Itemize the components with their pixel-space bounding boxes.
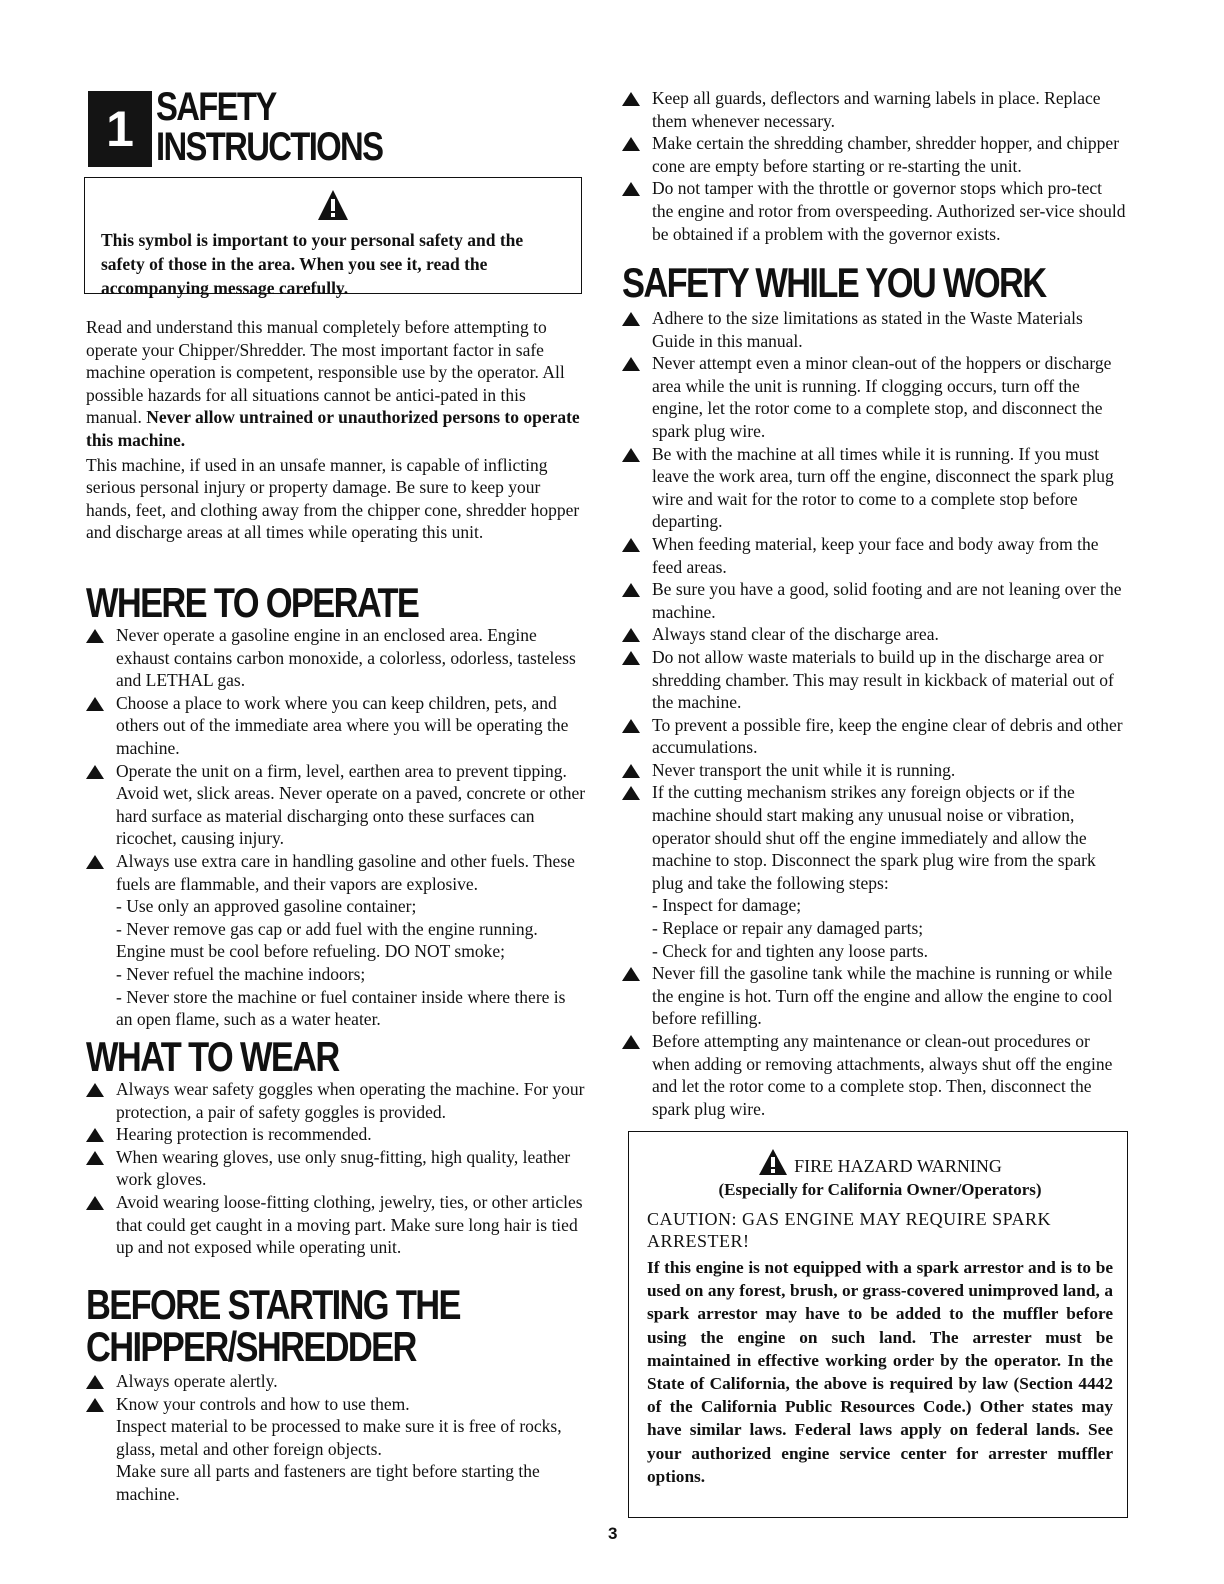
- list-item: Always operate alertly.: [86, 1370, 586, 1393]
- list-item: Make sure all parts and fasteners are tight before starting the machine.: [116, 1461, 540, 1504]
- bullet-triangle-icon: [622, 448, 640, 462]
- sub-item: - Never refuel the machine indoors;: [116, 963, 366, 984]
- list-item: Be sure you have a good, solid footing and are not leaning over the machine.: [622, 578, 1126, 623]
- sub-item: - Never store the machine or fuel container inside where there is an open flame, such as a water heater.: [116, 986, 566, 1030]
- bullet-triangle-icon: [86, 697, 104, 711]
- bullet-triangle-icon: [622, 137, 640, 151]
- sub-item: - Never remove gas cap or add fuel with the engine running. Engine must be cool before refueling. DO NOT smoke;: [116, 918, 538, 962]
- where-to-operate-heading: WHERE TO OPERATE: [86, 579, 419, 626]
- list-item: Operate the unit on a firm, level, earthen area to prevent tipping. Avoid wet, slick areas. Never operate on a paved, concrete or other hard surface as material discharging onto these surfaces can ricochet, causing injury.: [86, 760, 586, 850]
- sub-item: - Use only an approved gasoline container;: [116, 896, 417, 917]
- what-to-wear-heading: WHAT TO WEAR: [86, 1033, 339, 1080]
- safety-while-you-work-heading: SAFETY WHILE YOU WORK: [622, 259, 1046, 306]
- sub-item: - Replace or repair any damaged parts;: [652, 918, 924, 939]
- bullet-triangle-icon: [86, 629, 104, 643]
- list-item: Hearing protection is recommended.: [86, 1123, 586, 1146]
- bullet-triangle-icon: [622, 967, 640, 981]
- sub-item: - Check for and tighten any loose parts.: [652, 940, 929, 961]
- safety-while-you-work-list: [622, 307, 1126, 1120]
- bullet-triangle-icon: [622, 583, 640, 597]
- list-item: Do not tamper with the throttle or governor stops which pro-tect the engine and rotor from overspeeding. Authorized ser-vice should be obtained if a problem with the governor exists.: [622, 177, 1126, 245]
- bullet-triangle-icon: [622, 92, 640, 106]
- list-item: Always wear safety goggles when operating the machine. For your protection, a pair of safety goggles is provided.: [86, 1078, 586, 1123]
- spark-arrester-caution: CAUTION: GAS ENGINE MAY REQUIRE SPARK ARRESTER!: [647, 1209, 1052, 1251]
- chapter-title: SAFETY INSTRUCTIONS: [156, 85, 383, 169]
- guards-list: [622, 87, 1126, 245]
- chapter-number: 1: [88, 91, 152, 167]
- bullet-triangle-icon: [622, 182, 640, 196]
- list-item: Never transport the unit while it is running.: [622, 759, 1126, 782]
- list-item: To prevent a possible fire, keep the engine clear of debris and other accumulations.: [622, 714, 1126, 759]
- list-item: Be with the machine at all times while it is running. If you must leave the work area, turn off the engine, disconnect the spark plug wire and wait for the rotor to come to a complete stop before departing.: [622, 443, 1126, 533]
- before-starting-heading: BEFORE STARTING THE CHIPPER/SHREDDER: [86, 1281, 460, 1370]
- bullet-triangle-icon: [86, 1128, 104, 1142]
- list-item: Keep all guards, deflectors and warning labels in place. Replace them whenever necessary.: [622, 87, 1126, 132]
- fire-hazard-warning-box: [628, 1131, 1128, 1518]
- list-item: Always use extra care in handling gasoline and other fuels. These fuels are flammable, and their vapors are explosive. - Use only an approved gasoline container; - Never remove gas cap or add fuel with the engine running. Engine must be cool before refueling. DO NOT smoke; - Never refuel the machine indoors; - Never store the machine or fuel container inside where there is an open flame, such as a water heater.: [86, 850, 586, 1031]
- list-item: When feeding material, keep your face and body away from the feed areas.: [622, 533, 1126, 578]
- bullet-triangle-icon: [622, 651, 640, 665]
- fire-hazard-subheading: (Especially for California Owner/Operators): [718, 1180, 1042, 1199]
- list-item: Never attempt even a minor clean-out of the hoppers or discharge area while the unit is running. If clogging occurs, turn off the engine, let the rotor come to a complete stop, and disconnect the spark plug wire.: [622, 352, 1126, 442]
- list-item: Always stand clear of the discharge area.: [622, 623, 1126, 646]
- list-item: Never fill the gasoline tank while the machine is running or while the engine is hot. Turn off the engine and allow the engine to cool before refilling.: [622, 962, 1126, 1030]
- fire-hazard-heading: FIRE HAZARD WARNING: [647, 1148, 1113, 1178]
- bullet-triangle-icon: [86, 1398, 104, 1412]
- bullet-triangle-icon: [86, 1196, 104, 1210]
- bullet-triangle-icon: [86, 1375, 104, 1389]
- list-item: Make certain the shredding chamber, shredder hopper, and chipper cone are empty before starting or re-starting the unit.: [622, 132, 1126, 177]
- bullet-triangle-icon: [86, 855, 104, 869]
- page-number: 3: [608, 1524, 618, 1543]
- warning-triangle-icon: [758, 1148, 788, 1176]
- bullet-triangle-icon: [622, 764, 640, 778]
- symbol-explanation-text: This symbol is important to your personal safety and the safety of those in the area. When you see it, read the accompanying message carefully.: [101, 230, 524, 298]
- chapter-heading: [88, 87, 432, 167]
- list-item: Adhere to the size limitations as stated in the Waste Materials Guide in this manual.: [622, 307, 1126, 352]
- list-item: Inspect material to be processed to make sure it is free of rocks, glass, metal and other foreign objects.: [116, 1416, 562, 1459]
- symbol-explanation-box: [84, 177, 582, 298]
- bullet-triangle-icon: [622, 312, 640, 326]
- list-item: Choose a place to work where you can keep children, pets, and others out of the immediate area where you will be operating the machine.: [86, 692, 586, 760]
- list-item: Avoid wearing loose-fitting clothing, jewelry, ties, or other articles that could get caught in a moving part. Make sure long hair is tied up and not exposed while operating unit.: [86, 1191, 586, 1259]
- intro-section: [86, 316, 586, 544]
- list-item: Before attempting any maintenance or clean-out procedures or when adding or removing attachments, always shut off the engine and let the rotor come to a complete stop. Then, disconnect the spark plug wire.: [622, 1030, 1126, 1120]
- list-item: Never operate a gasoline engine in an enclosed area. Engine exhaust contains carbon monoxide, a colorless, odorless, tasteless and LETHAL gas.: [86, 624, 586, 692]
- intro-paragraph-2: This machine, if used in an unsafe manner, is capable of inflicting serious personal injury or property damage. Be sure to keep your hands, feet, and clothing away from the chipper cone, shredder hopper and discharge areas at all times while operating this unit.: [86, 454, 580, 543]
- where-to-operate-list: [86, 624, 586, 1031]
- before-starting-list: [86, 1370, 586, 1506]
- bullet-triangle-icon: [622, 719, 640, 733]
- intro-paragraph-1: Read and understand this manual completely before attempting to operate your Chipper/Shredder. The most important factor in safe machine operation is competent, responsible use by the operator. All possible hazards for all situations cannot be antici-pated in this manual. Never allow untrained or unauthorized persons to operate this machine.: [86, 317, 580, 450]
- list-item: If the cutting mechanism strikes any foreign objects or if the machine should start making any unusual noise or vibration, operator should shut off the engine immediately and allow the machine to stop. Disconnect the spark plug wire from the spark plug and take the following steps: - Inspect for damage; - Replace or repair any damaged parts; - Check for and tighten any loose parts.: [622, 781, 1126, 962]
- bullet-triangle-icon: [86, 1083, 104, 1097]
- bullet-triangle-icon: [86, 765, 104, 779]
- bullet-triangle-icon: [622, 1035, 640, 1049]
- bullet-triangle-icon: [622, 357, 640, 371]
- what-to-wear-list: [86, 1078, 586, 1259]
- bullet-triangle-icon: [622, 786, 640, 800]
- bullet-triangle-icon: [622, 538, 640, 552]
- list-item: Do not allow waste materials to build up in the discharge area or shredding chamber. This may result in kickback of material out of the machine.: [622, 646, 1126, 714]
- fire-hazard-body: If this engine is not equipped with a spark arrestor and is to be used on any forest, brush, or grass-covered unimproved land, a spark arrestor may have to be added to the muffler before using the engine on such land. The arrester must be maintained in effective working order by the operator. In the State of California, the above is required by law (Section 4442 of the California Public Resources Code.) Other states may have similar laws. Federal laws apply on federal lands. See your authorized engine service center for arrester muffler options.: [647, 1258, 1113, 1486]
- list-item: Know your controls and how to use them.: [86, 1393, 586, 1416]
- bullet-triangle-icon: [86, 1151, 104, 1165]
- sub-item: - Inspect for damage;: [652, 895, 802, 916]
- list-item: When wearing gloves, use only snug-fitting, high quality, leather work gloves.: [86, 1146, 586, 1191]
- warning-triangle-icon: [101, 188, 565, 228]
- bullet-triangle-icon: [622, 628, 640, 642]
